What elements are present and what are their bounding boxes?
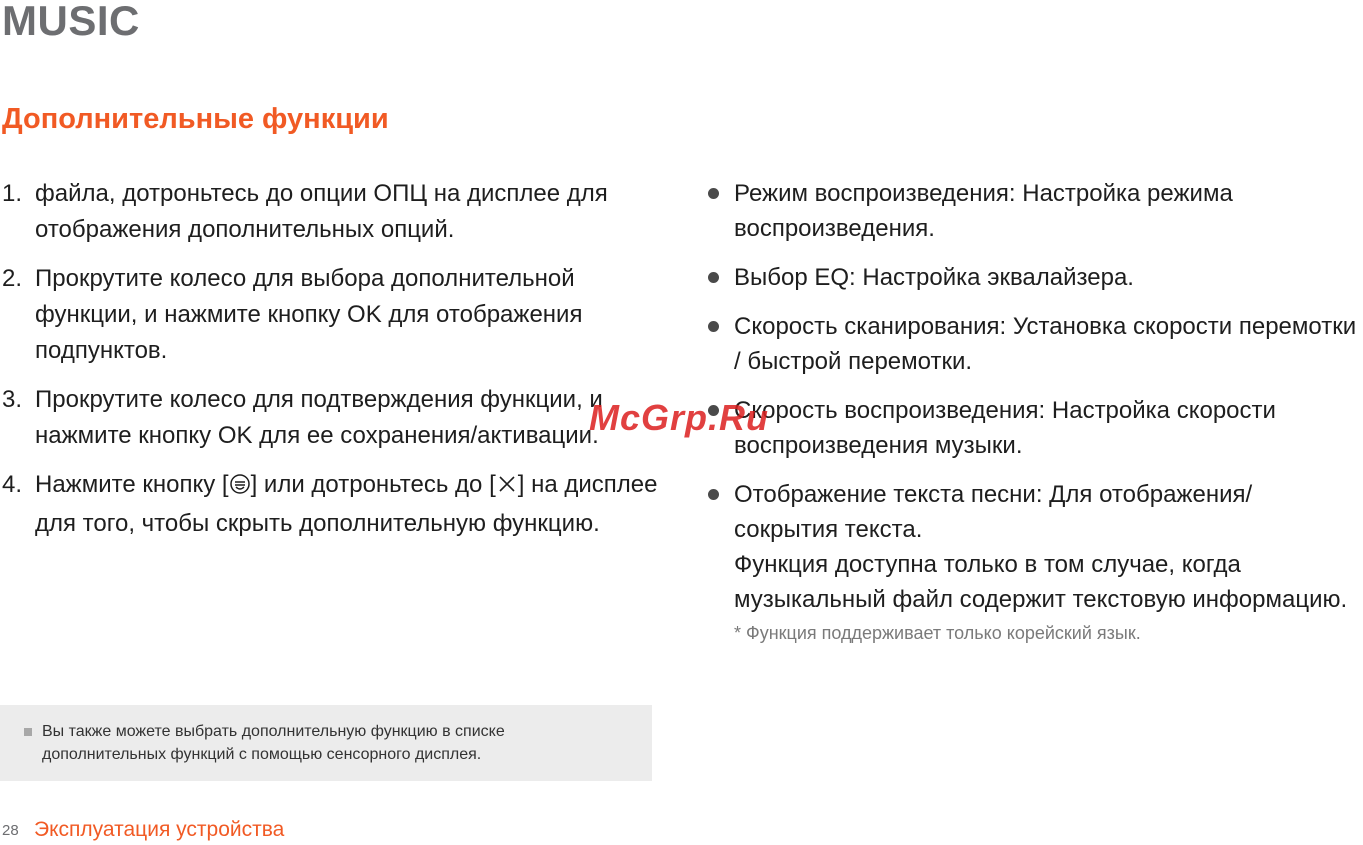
note-box — [0, 705, 652, 781]
step-number: 2. — [2, 265, 23, 292]
note-square-icon — [24, 728, 32, 736]
bullet-icon — [708, 272, 719, 283]
steps-list — [2, 176, 662, 555]
feature-text: Скорость сканирования: Установка скорости перемотки / быстрой перемотки. — [734, 313, 1357, 375]
features-list — [706, 176, 1361, 661]
feature-extra-text: Функция доступна только в том случае, когда музыкальный файл содержит текстовую информацию. — [734, 551, 1348, 613]
feature-text: Выбор EQ: Настройка эквалайзера. — [734, 264, 1134, 291]
bullet-icon — [708, 188, 719, 199]
feature-text: Режим воспроизведения: Настройка режима воспроизведения. — [734, 180, 1233, 242]
bullet-icon — [708, 321, 719, 332]
menu-button-icon — [229, 470, 251, 506]
step-text: Прокрутите колесо для подтверждения функции, и нажмите кнопку OK для ее сохранения/активации. — [35, 386, 603, 449]
feature-item — [706, 309, 1361, 379]
step-text: Прокрутите колесо для выбора дополнительной функции, и нажмите кнопку OK для отображения подпунктов. — [35, 265, 583, 364]
step-text-before: Нажмите кнопку [ — [35, 471, 229, 498]
section-title: MUSIC — [2, 0, 140, 44]
feature-item — [706, 260, 1361, 295]
step-text-middle: ] или дотроньтесь до [ — [250, 471, 496, 498]
step-item — [2, 261, 662, 369]
step-text-after: ] на дисплее для того, чтобы скрыть дополнительную функцию. — [35, 471, 658, 537]
feature-item — [706, 176, 1361, 246]
step-item — [2, 467, 662, 542]
feature-item — [706, 477, 1361, 647]
feature-text: Скорость воспроизведения: Настройка скорости воспроизведения музыки. — [734, 397, 1276, 459]
step-text: файла, дотроньтесь до опции ОПЦ на дисплее для отображения дополнительных опций. — [35, 180, 608, 243]
close-x-icon — [496, 470, 518, 506]
step-item — [2, 176, 662, 248]
page-number: 28 — [2, 822, 19, 839]
step-number: 1. — [2, 180, 23, 207]
page-heading: Дополнительные функции — [2, 103, 389, 135]
bullet-icon — [708, 489, 719, 500]
step-item — [2, 382, 662, 454]
step-number: 3. — [2, 386, 23, 413]
footnote: * Функция поддерживает только корейский язык. — [734, 623, 1141, 643]
feature-item — [706, 393, 1361, 463]
watermark: McGrp.Ru — [589, 397, 770, 438]
note-text: Вы также можете выбрать дополнительную функцию в списке дополнительных функций с помощью сенсорного дисплея. — [42, 723, 505, 763]
step-number: 4. — [2, 471, 23, 498]
feature-text: Отображение текста песни: Для отображения/ сокрытия текста. — [734, 481, 1253, 543]
chapter-title: Эксплуатация устройства — [34, 818, 285, 841]
